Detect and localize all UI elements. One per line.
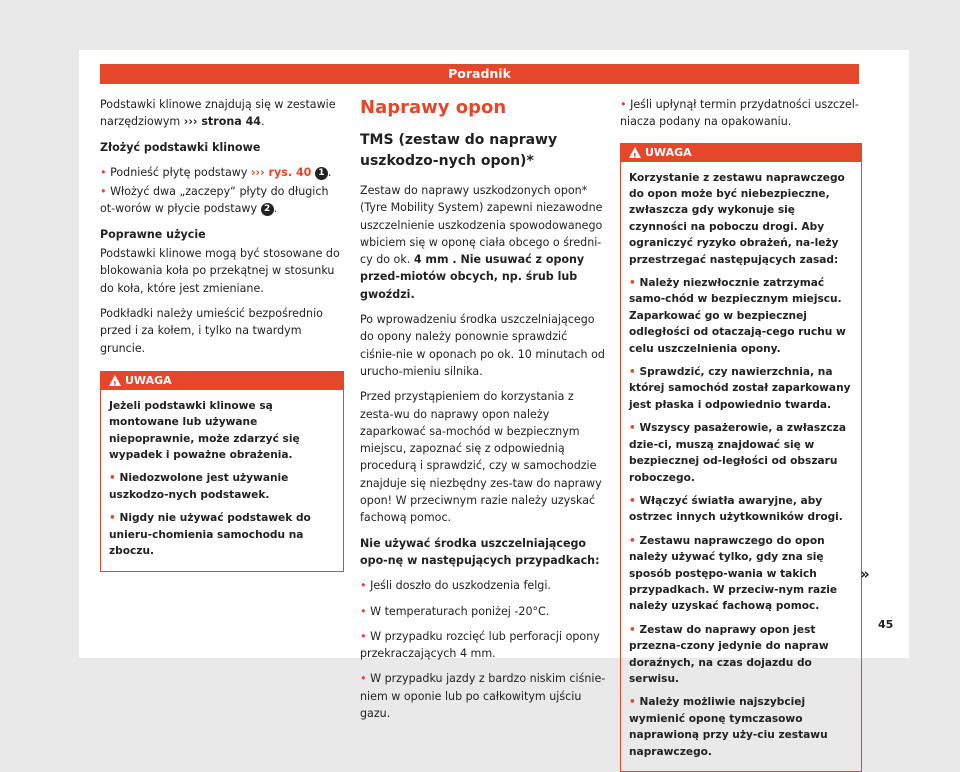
bullet-icon: •	[100, 185, 107, 199]
warning-item-text: Należy niezwłocznie zatrzymać samo-chód w bezpiecznym miejscu. Zaparkować go w bezpiecznej odległości od otaczają-cego ruchu w celu uszczelnienia opony.	[629, 277, 846, 355]
bullet-icon: •	[629, 534, 640, 547]
warning-item	[629, 694, 853, 760]
warning-triangle-icon	[109, 375, 121, 386]
continue-arrow-icon: »	[860, 565, 870, 583]
bullet-icon: •	[629, 422, 640, 435]
case-item	[360, 628, 606, 663]
warning-lead: Korzystanie z zestawu naprawczego do opon może być niebezpieczne, zwłaszcza gdy wykonuje się czynności na poboczu drogi. Aby ograniczyć ryzyko obrażeń, na-leży przestrzegać następujących zasad:	[629, 171, 845, 266]
warning-item-text: Włączyć światła awaryjne, aby ostrzec innych użytkowników drogi.	[629, 494, 843, 524]
case-item	[360, 670, 606, 722]
callout-number: 1	[315, 167, 328, 180]
section-subtitle: TMS (zestaw do naprawy uszkodzo-nych opon)*	[360, 132, 558, 169]
page-number: 45	[878, 618, 894, 631]
warning-triangle-icon	[629, 147, 641, 158]
warning-item	[629, 364, 853, 413]
warning-header	[621, 144, 861, 162]
column-middle	[360, 96, 606, 730]
bullet-icon: •	[629, 366, 640, 379]
tms-paragraph-2: Po wprowadzeniu środka uszczelniającego do opony należy ponownie sprawdzić ciśnie-nie w oponach po ok. 10 minutach od urucho-mieniu silnika.	[360, 313, 605, 378]
section-title: Naprawy opon	[360, 97, 507, 118]
tms-paragraph-3: Przed przystąpieniem do korzystania z zesta-wu do naprawy opon należy zaparkować sa-mochód w bezpiecznym miejscu, zapoznać się z odpowiednią procedurą i sprawdzić, czy w samochodzie znajduje się niezbędny zes-taw do naprawy opon! W przeciwnym razie należy uzyskać fachową pomoc.	[360, 390, 602, 525]
bullet-icon: •	[629, 277, 640, 290]
warning-body	[621, 162, 861, 771]
warning-lead: Jeżeli podstawki klinowe są montowane lub używane niepoprawnie, może zdarzyć się wypadek i poważne obrażenia.	[109, 399, 300, 462]
warning-box	[100, 371, 344, 572]
bullet-icon: •	[360, 629, 371, 643]
warning-header	[101, 372, 343, 390]
warning-item	[629, 622, 853, 688]
bullet-icon: •	[360, 672, 371, 686]
tms-paragraph-1	[360, 182, 606, 303]
warning-item	[109, 510, 335, 559]
case-text: Jeśli doszło do uszkodzenia felgi.	[370, 579, 551, 593]
step-1-text: Podnieść płytę podstawy	[110, 165, 248, 179]
usage-paragraph-2: Podkładki należy umieścić bezpośrednio przed i za kołem, i tylko na twardym gruncie.	[100, 306, 323, 355]
assemble-title: Złożyć podstawki klinowe	[100, 140, 261, 154]
figure-link[interactable]: ››› rys. 40	[250, 165, 312, 179]
warning-item	[629, 493, 853, 526]
case-item	[360, 603, 606, 620]
warning-box	[620, 143, 862, 772]
bullet-icon: •	[360, 604, 371, 618]
case-text: W przypadku rozcięć lub perforacji opony przekraczających 4 mm.	[360, 629, 600, 661]
warning-label: UWAGA	[125, 373, 172, 387]
not-use-title: Nie używać środka uszczelniającego opo-nę w następujących przypadkach:	[360, 536, 600, 567]
page-header: Poradnik	[100, 64, 859, 84]
warning-item-text: Sprawdzić, czy nawierzchnia, na której samochód został zaparkowany jest płaska i odpowiednio twarda.	[629, 366, 851, 411]
warning-item-text: Nigdy nie używać podstawek do unieru-chomienia samochodu na zboczu.	[109, 512, 311, 558]
bullet-icon: •	[629, 494, 640, 507]
warning-item	[629, 420, 853, 486]
bullet-icon: •	[109, 472, 120, 485]
column-left	[100, 96, 344, 572]
case-item	[360, 577, 606, 594]
intro-text: Podstawki klinowe znajdują się w zestawie narzędziowym	[100, 98, 336, 129]
bullet-icon: •	[100, 165, 107, 179]
case-text: W temperaturach poniżej -20°C.	[370, 604, 550, 618]
case-text: W przypadku jazdy z bardzo niskim ciśnie-niem w oponie lub po całkowitym ujściu gazu.	[360, 672, 606, 721]
bullet-icon: •	[360, 579, 371, 593]
warning-item-text: Zestaw do naprawy opon jest przezna-czony jedynie do napraw doraźnych, na czas dojazdu do serwisu.	[629, 623, 829, 685]
bullet-icon: •	[629, 696, 640, 709]
warning-item	[629, 533, 853, 615]
usage-title: Poprawne użycie	[100, 227, 206, 241]
bullet-icon: •	[629, 623, 640, 636]
expiry-text: Jeśli upłynął termin przydatności uszczel-niacza podany na opakowaniu.	[620, 98, 859, 129]
intro-link[interactable]: ››› strona 44	[183, 115, 262, 129]
warning-item-text: Wszyscy pasażerowie, a zwłaszcza dzie-ci, muszą znajdować się w bezpiecznej od-ległości od obszaru roboczego.	[629, 422, 847, 484]
step-2-text: Włożyć dwa „zaczepy“ płyty do długich ot-worów w płycie podstawy	[100, 185, 329, 216]
callout-number: 2	[261, 203, 274, 216]
tms-text-bold: 4 mm . Nie usuwać z opony przed-miotów obcych, np. śrub lub gwoździ.	[360, 253, 585, 301]
warning-item-text: Należy możliwie najszybciej wymienić oponę tymczasowo naprawioną przy uży-ciu zestawu naprawczego.	[629, 696, 828, 758]
step-1: • Podnieść płytę podstawy ››› rys. 40 1 .	[100, 165, 332, 179]
usage-paragraph-1: Podstawki klinowe mogą być stosowane do blokowania koła po przekątnej w stosunku do koła, które jest zmieniane.	[100, 247, 340, 295]
warning-item	[629, 275, 853, 357]
bullet-icon: •	[109, 512, 120, 525]
warning-item	[109, 470, 335, 503]
warning-body	[101, 390, 343, 571]
step-2: • Włożyć dwa „zaczepy“ płyty do długich ot-worów w płycie podstawy 2 .	[100, 185, 329, 216]
bullet-icon: •	[620, 98, 631, 111]
warning-label: UWAGA	[645, 145, 692, 159]
column-right	[620, 96, 862, 772]
intro-paragraph: Podstawki klinowe znajdują się w zestawie narzędziowym ››› strona 44.	[100, 98, 336, 129]
warning-item-text: Zestawu naprawczego do opon należy używać tylko, gdy zna się sposób postępo-wania w takich przypadkach. W przeciw-nym razie należy uzyskać fachową pomoc.	[629, 534, 838, 613]
warning-item-text: Niedozwolone jest używanie uszkodzo-nych podstawek.	[109, 472, 289, 501]
expiry-item	[620, 96, 862, 131]
tms-text: Zestaw do naprawy uszkodzonych opon* (Tyre Mobility System) zapewni niezawodne uszczelnienie uszkodzenia spowodowanego wbiciem się w oponę ciała obcego o średni-cy do ok.	[360, 184, 603, 267]
